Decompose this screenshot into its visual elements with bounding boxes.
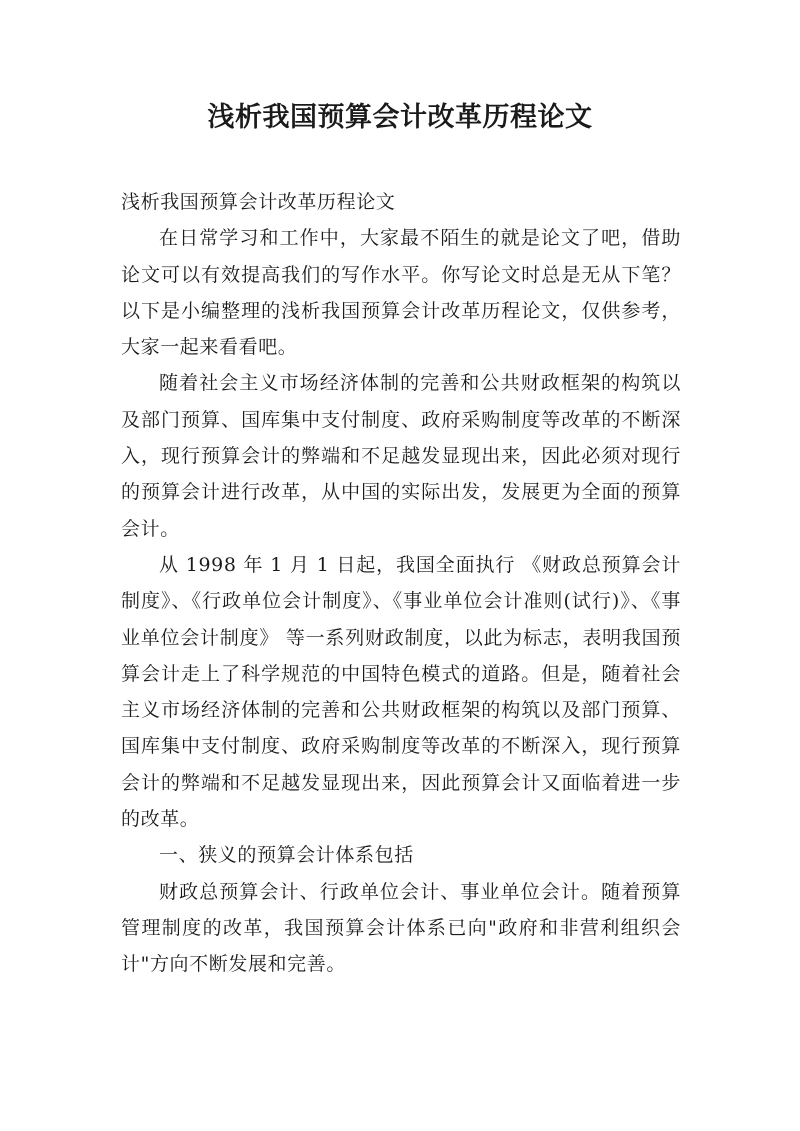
document-title: 浅析我国预算会计改革历程论文 — [207, 102, 593, 133]
paragraph-background: 随着社会主义市场经济体制的完善和公共财政框架的构筑以及部门预算、国库集中支付制度、政府采购制度等改革的不断深入，现行预算会计的弊端和不足越发显现出来，因此必须对现行的预算会计进行改革，从中国的实际出发，发展更为全面的预算会计。 — [121, 372, 681, 540]
section-heading: 一、狭义的预算会计体系包括 — [159, 844, 414, 867]
document-body — [121, 184, 681, 983]
paragraph-intro: 在日常学习和工作中，大家最不陌生的就是论文了吧，借助论文可以有效提高我们的写作水平。你写论文时总是无从下笔？以下是小编整理的浅析我国预算会计改革历程论文，仅供参考，大家一起来看看吧。 — [121, 227, 681, 359]
document-subtitle: 浅析我国预算会计改革历程论文 — [121, 191, 396, 213]
paragraph-history: 从 1998 年 1 月 1 日起，我国全面执行 《财政总预算会计制度》、《行政单位会计制度》、《事业单位会计准则(试行)》、《事业单位会计制度》 等一系列财政制度，以此为标志，表明我国预算会计走上了科学规范的中国特色模式的道路。但是，随着社会主义市场经济体制的完善和公共财政框架的构筑以及部门预算、国库集中支付制度、政府采购制度等改革的不断深入，现行预算会计的弊端和不足越发显现出来，因此预算会计又面临着进一步的改革。 — [121, 553, 681, 831]
paragraph-system: 财政总预算会计、行政单位会计、事业单位会计。随着预算管理制度的改革，我国预算会计体系已向"政府和非营利组织会计"方向不断发展和完善。 — [121, 880, 681, 976]
